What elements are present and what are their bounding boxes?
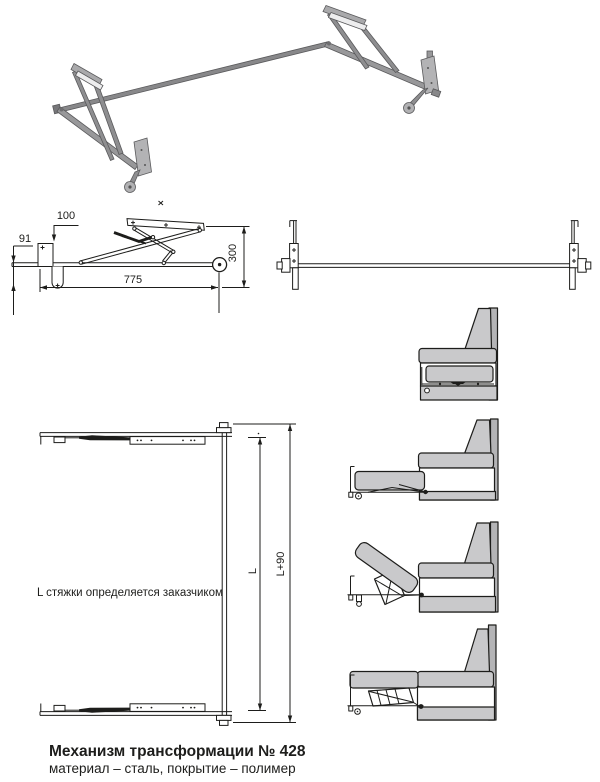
sofa-stage-pulled [349, 419, 498, 500]
dim-label-775: 775 [123, 274, 143, 286]
dim-label-L90: L+90 [275, 551, 287, 577]
perspective-view [53, 6, 441, 193]
drawing-subtitle: материал – сталь, покрытие – полимер [49, 761, 296, 776]
front-view [277, 221, 591, 290]
dim-label-100: 100 [56, 210, 76, 222]
plan-note: L стяжки определяется заказчиком [37, 587, 223, 599]
dim-label-91: 91 [18, 232, 32, 245]
side-view [11, 201, 249, 315]
sofa-stage-lifting [348, 522, 499, 612]
sofa-stage-closed [419, 308, 498, 400]
dim-label-L: L [247, 567, 259, 575]
drawing-title: Механизм трансформации № 428 [49, 743, 306, 760]
sofa-stage-bed [348, 625, 497, 720]
dim-label-300: 300 [227, 243, 239, 263]
